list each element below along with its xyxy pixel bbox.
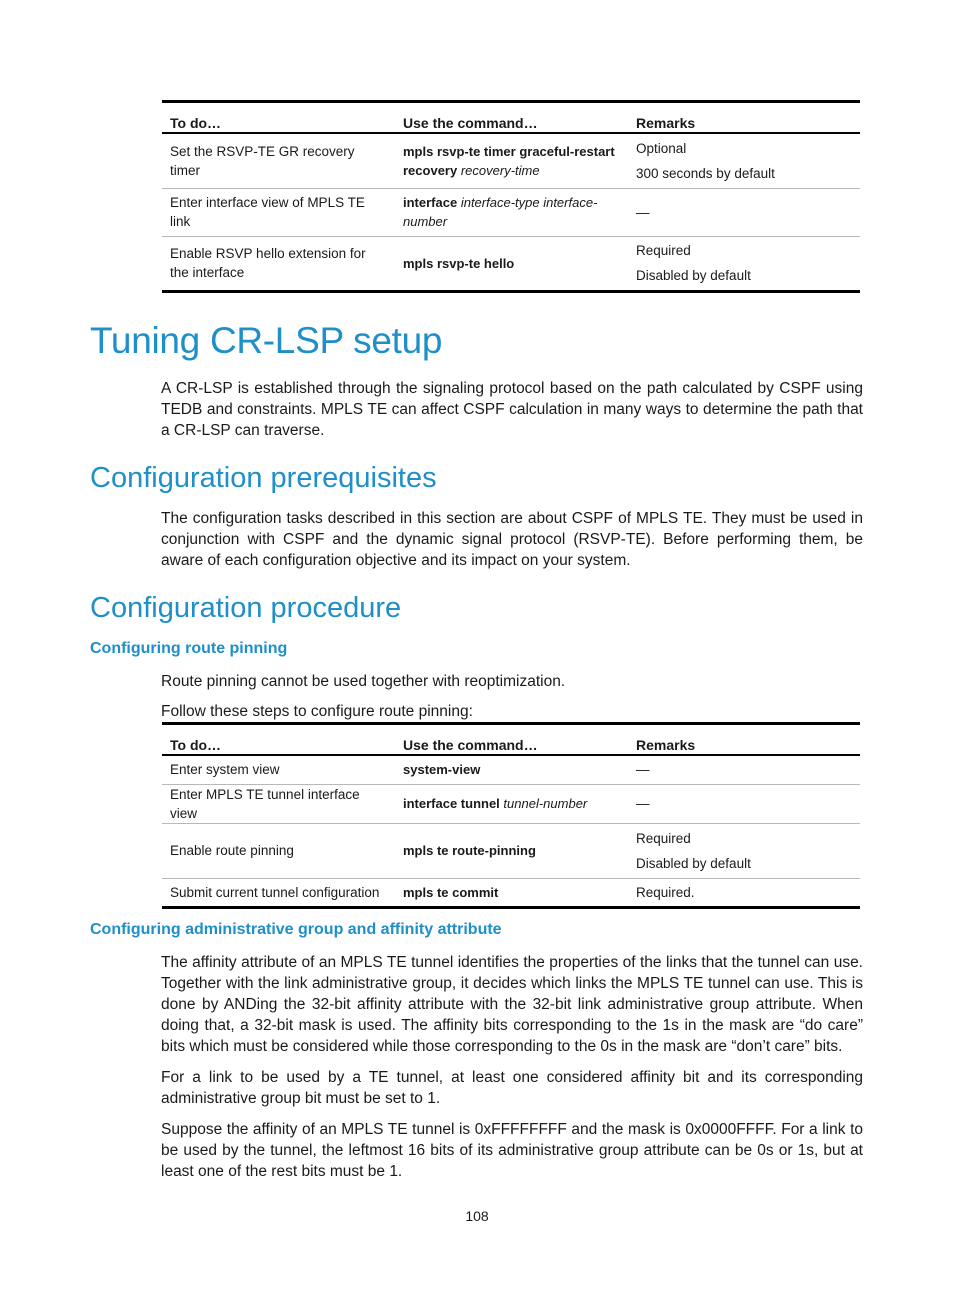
remarks-cell [628,188,860,236]
column-header-todo: To do… [162,102,395,134]
page-title: Tuning CR-LSP setup [90,320,443,361]
table-row [162,188,860,236]
route-pinning-table [162,722,860,909]
remark-line: Disabled by default [636,855,751,871]
affinity-paragraph-3: Suppose the affinity of an MPLS TE tunnel is 0xFFFFFFFF and the mask is 0x0000FFFF. For a link to be used by the tunnel, the leftmost 16 bits of its administrative group attribute can be 0s or 1s, but at least one of the rest bits must be 1. [161,1121,863,1180]
procedure-heading: Configuration procedure [90,592,402,624]
table-header-row [162,102,860,134]
remark-line: Required. [636,884,695,900]
remark-line: 300 seconds by default [636,165,775,181]
remark-line: — [636,762,650,778]
command-keyword: system-view [403,762,481,778]
prerequisites-paragraph: The configuration tasks described in this section are about CSPF of MPLS TE. They must be used in conjunction with CSPF and the dynamic signal protocol (RSVP-TE). Before performing them, be aware of each configuration objective and its impact on your system. [161,510,863,569]
column-header-command: Use the command… [395,102,628,134]
command-cell [395,133,628,188]
todo-cell: Enter system view [170,762,280,778]
command-argument: tunnel-number [503,796,588,811]
column-header-todo: To do… [162,724,395,756]
command-keyword: mpls te route-pinning [403,843,536,858]
affinity-paragraph-1: The affinity attribute of an MPLS TE tunnel identifies the properties of the links that the tunnel can use. Together with the link administrative group, it decides which links the MPLS TE tunnel can use. This is done by ANDing the 32-bit affinity attribute with the 32-bit link administrative group attribute. When doing that, a 32-bit mask is used. The affinity bits corresponding to the 1s in the mask are “do care” bits which must be considered while those corresponding to the 0s in the mask are “don’t care” bits. [161,954,863,1055]
todo-cell: Enable route pinning [162,823,395,878]
command-keyword: mpls te commit [403,884,499,900]
column-header-command: Use the command… [395,724,628,756]
remarks-cell [628,784,860,823]
command-cell [395,784,628,823]
command-keyword: interface tunnel [403,796,500,811]
todo-cell: Submit current tunnel configuration [162,878,395,907]
remark-line: Required [636,830,691,846]
column-header-remarks: Remarks [628,724,860,756]
remark-line: Disabled by default [636,268,751,283]
table-row [162,755,860,784]
remarks-cell [628,755,860,784]
command-keyword: mpls rsvp-te hello [403,255,515,271]
todo-cell: Set the RSVP-TE GR recovery timer [170,143,355,178]
todo-cell: Enter MPLS TE tunnel interface view [162,784,395,823]
remark-line: — [636,204,650,220]
remarks-cell [628,878,860,907]
command-cell [395,755,628,784]
todo-cell: Enable RSVP hello extension for the interface [162,236,395,291]
affinity-paragraph-2: For a link to be used by a TE tunnel, at least one considered affinity bit and its corresponding administrative group bit must be set to 1. [161,1069,863,1107]
command-cell [395,188,628,236]
table-row [162,784,860,823]
todo-cell: Enter interface view of MPLS TE link [162,188,395,236]
table-row [162,133,860,188]
command-cell [395,878,628,907]
rsvp-te-gr-table [162,100,860,293]
route-pinning-heading: Configuring route pinning [90,640,288,657]
prerequisites-heading: Configuration prerequisites [90,462,437,494]
table-row [162,236,860,291]
route-pinning-steps-intro: Follow these steps to configure route pinning: [161,703,473,720]
command-keyword: mpls rsvp-te timer graceful-restart recovery [403,143,615,178]
remark-line: Optional [636,140,687,156]
table-row [162,823,860,878]
intro-paragraph: A CR-LSP is established through the signaling protocol based on the path calculated by CSPF using TEDB and constraints. MPLS TE can affect CSPF calculation in many ways to determine the path that a CR-LSP can traverse. [161,380,863,439]
command-cell [395,236,628,291]
command-argument: recovery-time [460,162,540,178]
command-cell [395,823,628,878]
command-keyword: interface [403,195,458,210]
remarks-cell [628,236,860,291]
remark-line: Required [636,243,691,258]
remarks-cell [628,823,860,878]
remark-line: — [636,796,650,811]
affinity-heading: Configuring administrative group and affinity attribute [90,921,502,938]
route-pinning-note: Route pinning cannot be used together with reoptimization. [161,673,566,690]
table-header-row [162,724,860,756]
table-row [162,878,860,907]
command-argument: interface-type interface-number [403,195,598,229]
remarks-cell [628,133,860,188]
column-header-remarks: Remarks [628,102,860,134]
page-number: 108 [465,1208,489,1224]
